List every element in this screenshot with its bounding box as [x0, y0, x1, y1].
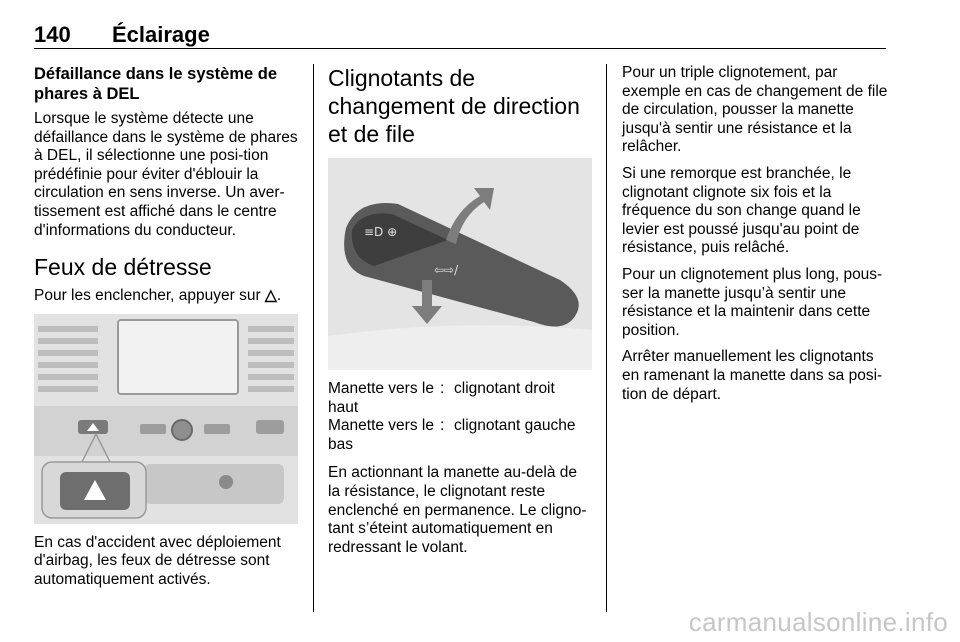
- control-knob: [172, 420, 192, 440]
- section-heading-hazard: Feux de détresse: [34, 254, 212, 281]
- paragraph-airbag: En cas d'accident avec déploiement d'airbag, les feux de détresse sont automatiquement activés.: [34, 533, 281, 588]
- hazard-text: Pour les enclencher, appuyer sur: [34, 287, 261, 305]
- lever-desc: clignotant gauche: [454, 417, 576, 435]
- column-left: [34, 64, 300, 598]
- hazard-switch-figure: [34, 314, 298, 524]
- paragraph-manual-off: Arrêter manuellement les clignotants en ramenant la manette dans sa posi-tion de départ.: [622, 348, 883, 403]
- lever-definitions: [328, 380, 576, 454]
- paragraph-hazard-activate: Pour les enclencher, appuyer sur △.: [34, 287, 282, 305]
- page-number: 140: [34, 22, 71, 47]
- column-right: [622, 64, 888, 412]
- turn-signal-lever-figure: [328, 158, 592, 370]
- list-item: Manette vers le haut : clignotant droit: [328, 380, 576, 417]
- column-divider-1: [313, 64, 314, 612]
- column-middle: [328, 64, 592, 565]
- hazard-icon: △: [264, 287, 277, 305]
- list-item: Manette vers le bas : clignotant gauche: [328, 417, 576, 453]
- infotainment-screen: [118, 320, 238, 394]
- page-header: [34, 18, 886, 49]
- headlight-symbol-icon: ≡D ⊕: [364, 225, 398, 239]
- lever-desc: clignotant droit: [454, 380, 555, 397]
- paragraph-trailer: Si une remorque est branchée, le clignotant clignote six fois et la fréquence du son change quand le levier est poussé jusqu'au point de résistance, puis relâché.: [622, 164, 861, 257]
- section-heading-led-failure: Défaillance dans le système de phares à DEL: [34, 65, 278, 103]
- paragraph-permanent: En actionnant la manette au-delà de la résistance, le clignotant reste enclenché en permanence. Le cligno-tant s’éteint automatiquement en redressant le volant.: [328, 464, 587, 556]
- chapter-title: Éclairage: [112, 22, 210, 47]
- paragraph-long-blink: Pour un clignotement plus long, pous-ser la manette jusqu’à sentir une résistance et la maintenir dans cette position.: [622, 265, 883, 339]
- section-heading-turn-signals: Clignotants de changement de direction et de file: [328, 65, 580, 147]
- paragraph-triple-blink: Pour un triple clignotement, par exemple en cas de changement de file de circulation, pousser la manette jusqu'à sentir une résistance et la relâcher.: [622, 64, 888, 156]
- lever-term: Manette vers le haut: [328, 380, 434, 416]
- lever-term: Manette vers le bas: [328, 417, 434, 453]
- paragraph-led-failure: Lorsque le système détecte une défaillance dans le système de phares à DEL, il sélectionne une posi-tion prédéfinie pour éviter d'éblouir la circulation en sens inverse. Un aver-tissement est affiché dans le centre d'informations du conducteur.: [34, 110, 298, 239]
- lever-markings-icon: ⇦⇨/: [434, 263, 459, 277]
- column-divider-2: [606, 64, 607, 612]
- watermark: carmanualsonline.info: [688, 607, 948, 637]
